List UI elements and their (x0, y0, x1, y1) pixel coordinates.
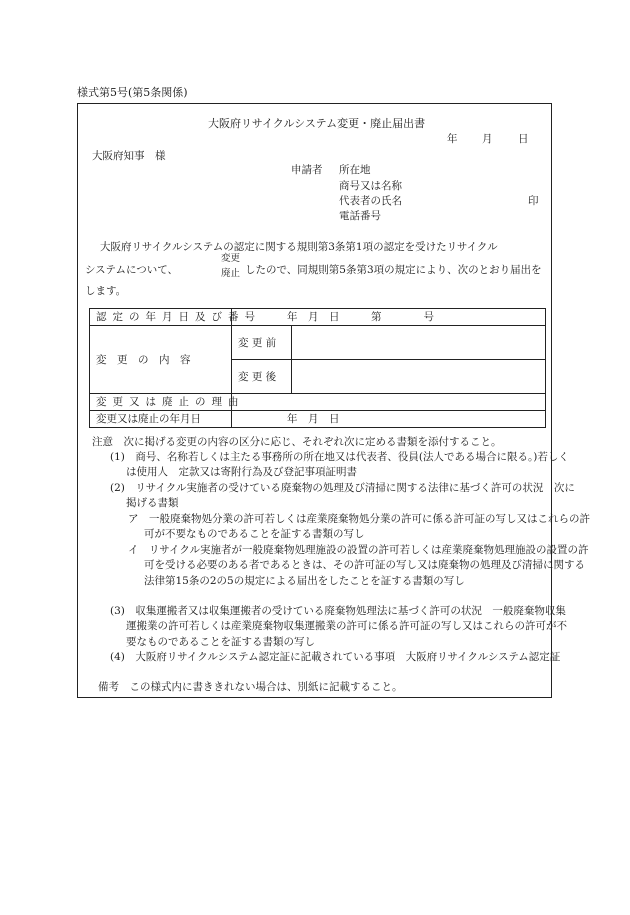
note-1: (1) 商号、名称若しくは主たる事務所の所在地又は代表者、役員(法人である場合に限る。)若しくは使用人 定款又は寄附行為及び登記事項証明書 (110, 451, 569, 479)
reason-label: 変更又は廃止の理由 (90, 394, 232, 411)
choice-abolish: 廃止 (221, 268, 241, 279)
note-2b: イ リサイクル実施者が一般廃棄物処理施設の設置の許可若しくは産業廃棄物処理施設の設置の許可を受ける必要のある者であるときは、その許可証の写し又は廃棄物の処理及び清掃に関する法律第15条の2の5の規定による届出をしたことを証する書類の写し (128, 544, 589, 587)
change-date-label: 変更又は廃止の年月日 (90, 411, 232, 428)
applicant-name-label: 商号又は名称 (339, 180, 402, 192)
form-title: 大阪府リサイクルシステム変更・廃止届出書 (208, 117, 426, 130)
after-change-label: 変 更 後 (232, 360, 292, 394)
change-content-label: 変 更 の 内 容 (90, 326, 232, 394)
date-year: 年 (447, 133, 458, 145)
addressee: 大阪府知事 様 (92, 150, 166, 162)
reason-value (232, 394, 546, 411)
form-number-label: 様式第5号(第5条関係) (77, 86, 188, 99)
choice-change: 変更 (221, 253, 241, 264)
body-line-2b: したので、同規則第5条第3項の規定により、次のとおり届出を (245, 264, 542, 276)
after-change-value (292, 360, 546, 394)
change-date-value: 年 月 日 (232, 411, 546, 428)
note-4: (4) 大阪府リサイクルシステム認定証に記載されている事項 大阪府リサイクルシステム認定証 (110, 651, 561, 663)
note-2a: ア 一般廃棄物処分業の許可若しくは産業廃棄物処分業の許可に係る許可証の写し又はこれらの許可が不要なものであることを証する書類の写し (128, 513, 590, 541)
table-row (90, 326, 546, 360)
applicant-phone-label: 電話番号 (339, 210, 381, 222)
date-day: 日 (518, 133, 529, 145)
note-2: (2) リサイクル実施者の受けている廃棄物の処理及び清掃に関する法律に基づく許可の状況 次に掲げる書類 (110, 482, 575, 510)
before-change-value (292, 326, 546, 360)
details-table (89, 308, 546, 428)
before-change-label: 変 更 前 (232, 326, 292, 360)
form-frame (77, 103, 590, 698)
note-3: (3) 収集運搬者又は収集運搬者の受けている廃棄物処理法に基づく許可の状況 一般廃棄物収集運搬業の許可若しくは産業廃棄物収集運搬業の許可に係る許可証の写し又はこれらの許可が不要なものであることを証する書類の写し (110, 605, 567, 648)
applicant-address-label: 所在地 (339, 164, 371, 176)
applicant-rep-label: 代表者の氏名 (339, 195, 402, 207)
body-line-1: 大阪府リサイクルシステムの認定に関する規則第3条第1項の認定を受けたリサイクル (100, 241, 498, 253)
remarks: 備考 この様式内に書ききれない場合は、別紙に記載すること。 (98, 681, 403, 693)
cert-date-number-value: 年 月 日 第 号 (232, 309, 546, 326)
body-line-3: します。 (85, 285, 127, 297)
body-line-2a: システムについて、 (85, 264, 179, 276)
date-month: 月 (482, 133, 493, 145)
applicant-label: 申請者 (291, 164, 323, 176)
table-row (90, 309, 546, 326)
seal-mark: 印 (528, 195, 539, 207)
table-row (90, 394, 546, 411)
cert-date-number-label: 認定の年月日及び番号 (90, 309, 232, 326)
notes-intro: 注意 次に掲げる変更の内容の区分に応じ、それぞれ次に定める書類を添付すること。 (92, 436, 502, 448)
table-row (90, 411, 546, 428)
